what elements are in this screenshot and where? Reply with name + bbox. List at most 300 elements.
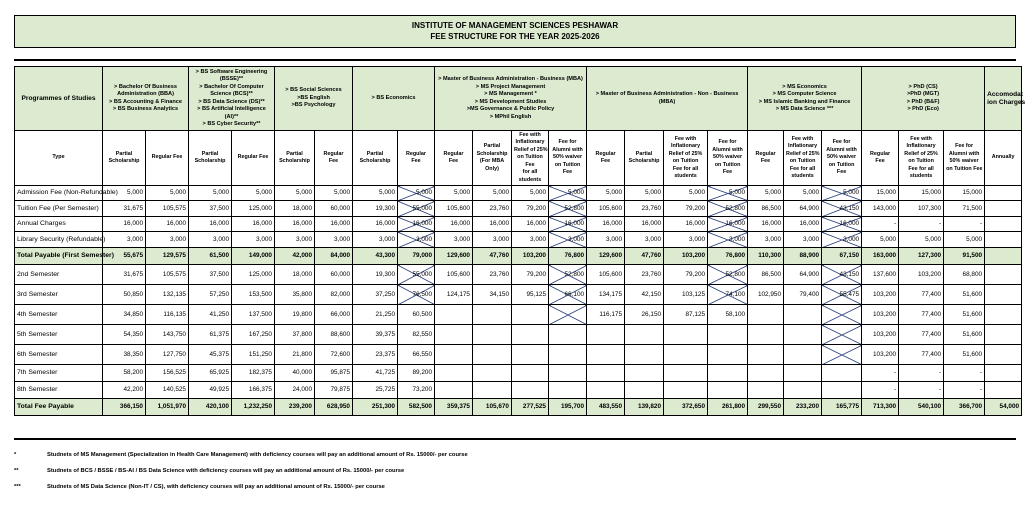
fee-cell: 37,800 [275, 325, 315, 345]
fee-year-title: FEE STRUCTURE FOR THE YEAR 2025-2026 [430, 32, 600, 41]
fee-cell: 82,000 [315, 285, 353, 305]
cell-line: Fee with [791, 135, 814, 142]
fee-cell: 16,000 [512, 217, 549, 232]
fee-cell: 16,000 [146, 217, 189, 232]
fee-cell [708, 345, 748, 365]
fee-cell: 103,200 [512, 248, 549, 265]
cell-line: Fee for [832, 139, 851, 146]
fee-cell: 89,200 [398, 365, 435, 382]
fee-cell [549, 382, 587, 399]
fee-cell [435, 382, 473, 399]
fee-cell: 105,600 [587, 201, 625, 217]
fee-type-header [146, 131, 189, 186]
cell-line: Annually [991, 154, 1015, 161]
fee-cell: 132,135 [146, 285, 189, 305]
fee-cell [708, 365, 748, 382]
cell-line: Partial [635, 150, 653, 157]
cell-line: Scholarship [359, 158, 391, 164]
fee-cell: 60,500 [398, 305, 435, 325]
fee-cell: 366,700 [944, 399, 985, 416]
cell-line: > BS Social Sciences [285, 87, 342, 94]
fee-cell: 37,500 [189, 265, 232, 285]
fee-cell [512, 382, 549, 399]
fee-cell: 140,525 [146, 382, 189, 399]
fee-cell: 50,850 [103, 285, 146, 305]
cell-line: Fee [722, 169, 733, 176]
fee-type-header [353, 131, 398, 186]
cell-line: > PhD (Eco) [907, 106, 939, 112]
fee-cell: 277,525 [512, 399, 549, 416]
fee-cell: 21,250 [353, 305, 398, 325]
fee-cell: 67,150 [822, 248, 862, 265]
cell-line: > MS Development Studies [474, 98, 547, 105]
fee-cell: 103,200 [862, 345, 899, 365]
fee-cell: 3,000 [232, 232, 275, 248]
fee-cell: 72,600 [315, 345, 353, 365]
fee-cell: 76,800 [708, 248, 748, 265]
table-row [15, 399, 1022, 416]
fee-cell: 79,875 [315, 382, 353, 399]
table-row [15, 285, 1022, 305]
fee-type-header [784, 131, 822, 186]
fee-cell: 129,600 [587, 248, 625, 265]
fee-cell [512, 305, 549, 325]
cell-line: Partial [286, 150, 303, 157]
cell-line: Scholarship [476, 150, 508, 157]
cell-line: > Bachelor Of Business [114, 83, 177, 90]
fee-cell: 483,550 [587, 399, 625, 416]
fee-cell [748, 305, 784, 325]
fee-cell: 5,000 [353, 186, 398, 201]
fee-cell: 23,760 [473, 201, 512, 217]
cell-line: Fee [760, 158, 771, 164]
fee-cell: 95,875 [315, 365, 353, 382]
fee-cell: 15,000 [944, 186, 985, 201]
fee-type-header [944, 131, 985, 186]
cell-line: 50% waiver [713, 154, 743, 161]
fee-cell [473, 345, 512, 365]
fee-cell: 42,200 [103, 382, 146, 399]
fee-cell [664, 382, 708, 399]
fee-cell [784, 325, 822, 345]
cell-line: > Master of Business Administration - Business (MBA) [438, 76, 583, 82]
fee-cell: 19,300 [353, 265, 398, 285]
fee-cell: 5,000 [146, 186, 189, 201]
row-label: 4th Semester [15, 305, 103, 325]
fee-cell: 16,000 [353, 217, 398, 232]
row-label: 6th Semester [15, 345, 103, 365]
fee-cell: 5,000 [232, 186, 275, 201]
fee-cell: 139,820 [625, 399, 664, 416]
fee-cell: 3,000 [784, 232, 822, 248]
fee-cell: 103,125 [664, 285, 708, 305]
fee-type-header [275, 131, 315, 186]
fee-cell: 5,000 [275, 186, 315, 201]
fee-cell: 16,000 [275, 217, 315, 232]
cell-line: Relief of 25% [786, 150, 820, 157]
cell-line: (MBA) [658, 98, 676, 105]
fee-cell: 34,150 [473, 285, 512, 305]
cell-line: Alumni with [552, 146, 583, 153]
fee-cell [587, 365, 625, 382]
cell-line: (AI)** [224, 113, 239, 120]
fee-cell: 82,550 [398, 325, 435, 345]
fee-cell: 51,600 [944, 285, 985, 305]
cell-line: for all [522, 169, 538, 176]
cell-line: Relief of 25% [514, 146, 548, 153]
fee-cell: 23,760 [625, 201, 664, 217]
fee-cell [784, 382, 822, 399]
fee-cell: 540,100 [899, 399, 944, 416]
cell-line: > PhD (B&F) [906, 98, 940, 105]
fee-cell: 51,600 [944, 345, 985, 365]
fee-cell [435, 365, 473, 382]
fee-cell: 3,000 [473, 232, 512, 248]
cell-line: Administration (BBA) [117, 91, 174, 97]
fee-cell [664, 345, 708, 365]
fee-cell: 42,000 [275, 248, 315, 265]
fee-cell: 3,000 [664, 232, 708, 248]
cell-line: > MS Data Science *** [775, 106, 834, 112]
fee-cell: 52,800 [708, 265, 748, 285]
fee-cell [473, 325, 512, 345]
fee-cell: 23,375 [353, 345, 398, 365]
fee-cell: 43,150 [822, 201, 862, 217]
cell-line: Fee for [558, 139, 577, 146]
fee-cell: 5,000 [748, 186, 784, 201]
fee-cell [587, 325, 625, 345]
fee-cell: 21,800 [275, 345, 315, 365]
institute-title: INSTITUTE OF MANAGEMENT SCIENCES PESHAWAR [411, 21, 619, 30]
fee-cell: 3,000 [822, 232, 862, 248]
fee-cell: 5,000 [625, 186, 664, 201]
fee-cell: 105,575 [146, 265, 189, 285]
fee-cell: 87,125 [664, 305, 708, 325]
fee-cell: 103,200 [862, 285, 899, 305]
fee-cell: 125,000 [232, 265, 275, 285]
fee-cell: 79,200 [664, 201, 708, 217]
programme-group-header [985, 67, 1026, 131]
fee-cell: 52,800 [549, 265, 587, 285]
fee-type-header [664, 131, 708, 186]
cell-line: Regular [870, 150, 891, 157]
fee-cell: 51,600 [944, 325, 985, 345]
fee-cell [625, 325, 664, 345]
fee-cell: 79,200 [512, 265, 549, 285]
cell-line: Fee [411, 158, 421, 164]
table-row [15, 345, 1022, 365]
fee-cell: 43,150 [822, 265, 862, 285]
fee-cell: 16,000 [232, 217, 275, 232]
cell-line: Fee for all [672, 165, 699, 172]
fee-cell: - [944, 365, 985, 382]
cell-line: on Tuition [828, 161, 855, 168]
fee-cell: 37,250 [353, 285, 398, 305]
cell-line: Fee [875, 158, 885, 164]
fee-cell: 151,250 [232, 345, 275, 365]
fee-type-header [985, 131, 1022, 186]
cell-line: (BSSE)** [219, 76, 244, 82]
fee-cell: 105,670 [473, 399, 512, 416]
fee-cell: 88,600 [315, 325, 353, 345]
cell-line: >MS Governance & Public Policy [466, 106, 555, 112]
cell-line: >BS English [297, 94, 330, 101]
cell-line: Fee with [519, 131, 541, 138]
cell-line: on Tuition [517, 154, 543, 161]
fee-cell [985, 217, 1022, 232]
fee-cell: 105,600 [435, 201, 473, 217]
fee-cell: 107,300 [899, 201, 944, 217]
cell-line: (For MBA [479, 158, 505, 164]
fee-cell: 16,000 [103, 217, 146, 232]
programme-group-header [275, 67, 353, 131]
fee-cell [435, 345, 473, 365]
fee-cell: 34,850 [103, 305, 146, 325]
row-label: 5th Semester [15, 325, 103, 345]
fee-cell: 5,000 [862, 232, 899, 248]
fee-cell: 52,800 [549, 201, 587, 217]
fee-cell: 116,135 [146, 305, 189, 325]
fee-cell [549, 365, 587, 382]
row-label: 7th Semester [15, 365, 103, 382]
fee-cell: 129,600 [435, 248, 473, 265]
cell-line: students [674, 173, 697, 179]
cell-line: > BS Accounting & Finance [109, 98, 182, 105]
fee-cell: - [862, 382, 899, 399]
fee-cell: 628,950 [315, 399, 353, 416]
fee-cell: - [944, 217, 985, 232]
fee-cell: 105,600 [587, 265, 625, 285]
cell-line: Fee [600, 158, 611, 164]
fee-cell: 40,000 [275, 365, 315, 382]
cell-line: > MS Economics [782, 83, 827, 90]
cell-line: Scholarship [628, 158, 660, 164]
fee-type-header [435, 131, 473, 186]
fee-cell: 5,000 [473, 186, 512, 201]
cell-line: Inflationary [671, 143, 701, 149]
fee-cell: 3,000 [625, 232, 664, 248]
fee-cell: 42,150 [625, 285, 664, 305]
fee-cell: 1,051,970 [146, 399, 189, 416]
fee-cell: 3,000 [103, 232, 146, 248]
cell-line: Alumni with [948, 150, 980, 157]
fee-type-header [232, 131, 275, 186]
fee-cell: 124,175 [435, 285, 473, 305]
fee-cell [512, 345, 549, 365]
fee-cell: 57,250 [189, 285, 232, 305]
table-row [15, 201, 1022, 217]
fee-cell: 64,900 [784, 201, 822, 217]
type-label: Type [15, 131, 103, 186]
row-label: 8th Semester [15, 382, 103, 399]
programme-group-header [189, 67, 275, 131]
fee-cell [587, 345, 625, 365]
footnote-marker: ** [14, 468, 19, 474]
fee-cell [985, 365, 1022, 382]
fee-type-header [398, 131, 435, 186]
fee-cell: 103,200 [862, 325, 899, 345]
fee-cell: 65,925 [189, 365, 232, 382]
cell-line: >PhD (MGT) [907, 91, 940, 97]
cell-line: Scholarship [194, 158, 226, 164]
footnote-marker: * [14, 452, 17, 458]
row-label: Annual Charges [15, 217, 103, 232]
cell-line: Scholarship [108, 158, 140, 164]
fee-cell [784, 365, 822, 382]
fee-cell: 166,375 [232, 382, 275, 399]
fee-cell: 95,125 [512, 285, 549, 305]
fee-cell: 16,000 [315, 217, 353, 232]
fee-cell [985, 305, 1022, 325]
fee-cell: 163,000 [862, 248, 899, 265]
fee-cell: 66,000 [315, 305, 353, 325]
fee-type-header [748, 131, 784, 186]
fee-cell: 19,800 [275, 305, 315, 325]
fee-type-header [625, 131, 664, 186]
row-label: Tuition Fee (Per Semester) [15, 201, 103, 217]
fee-cell: 420,100 [189, 399, 232, 416]
cell-line: > MS Management * [484, 91, 537, 97]
fee-cell: 16,000 [473, 217, 512, 232]
table-row [15, 325, 1022, 345]
fee-cell: 5,000 [784, 186, 822, 201]
fee-cell: 5,000 [512, 186, 549, 201]
fee-type-header [189, 131, 232, 186]
fee-cell [822, 345, 862, 365]
fee-cell: 88,900 [784, 248, 822, 265]
fee-cell: 372,650 [664, 399, 708, 416]
cell-line: Only) [485, 165, 499, 172]
fee-cell: 5,000 [398, 186, 435, 201]
fee-cell [708, 325, 748, 345]
programme-group-header [435, 67, 587, 131]
fee-cell [784, 345, 822, 365]
fee-cell [549, 345, 587, 365]
cell-line: Alumni with [712, 146, 743, 153]
fee-cell: 3,000 [435, 232, 473, 248]
fee-cell: 153,500 [232, 285, 275, 305]
cell-line: Science (BCS)** [210, 91, 253, 97]
fee-cell: 16,000 [822, 217, 862, 232]
fee-structure-table [14, 66, 1026, 416]
fee-cell: 68,800 [944, 265, 985, 285]
fee-cell: 195,700 [549, 399, 587, 416]
cell-line: 50% waiver [827, 154, 857, 161]
fee-cell: 3,000 [512, 232, 549, 248]
fee-cell [625, 345, 664, 365]
fee-cell: 1,232,250 [232, 399, 275, 416]
fee-cell: 23,760 [473, 265, 512, 285]
fee-cell: - [944, 382, 985, 399]
cell-line: Alumni with [826, 146, 857, 153]
fee-cell: 58,200 [103, 365, 146, 382]
fee-cell [587, 382, 625, 399]
cell-line: Fee [562, 169, 573, 176]
row-label: 2nd Semester [15, 265, 103, 285]
fee-cell: 77,400 [899, 305, 944, 325]
fee-cell: 60,000 [315, 201, 353, 217]
cell-line: Fee for [718, 139, 737, 146]
footnote-text: Studnets of MS Data Science (Non-IT / CS), with deficiency courses will pay an additional amount of Rs. 15000/- per course [47, 484, 385, 490]
fee-cell [985, 232, 1022, 248]
fee-cell: 5,000 [587, 186, 625, 201]
fee-cell: 165,775 [822, 399, 862, 416]
fee-cell [435, 325, 473, 345]
fee-cell [549, 325, 587, 345]
cell-line: Fee [836, 169, 847, 176]
fee-cell: 38,350 [103, 345, 146, 365]
fee-cell: 60,000 [315, 265, 353, 285]
fee-cell: 61,375 [189, 325, 232, 345]
cell-line: Relief of 25% [668, 150, 703, 157]
fee-cell: 61,500 [189, 248, 232, 265]
fee-cell: 143,000 [862, 201, 899, 217]
fee-cell: 79,200 [664, 265, 708, 285]
fee-cell: 149,000 [232, 248, 275, 265]
fee-cell: 156,525 [146, 365, 189, 382]
fee-cell: 5,000 [189, 186, 232, 201]
fee-cell: - [899, 365, 944, 382]
programmes-header-row [15, 67, 1022, 131]
cell-line: on Tuition [672, 158, 699, 164]
cell-line: > Bachelor Of Computer [199, 83, 264, 90]
fee-cell: 143,750 [146, 325, 189, 345]
fee-cell [473, 365, 512, 382]
cell-line: Inflationary [906, 143, 936, 149]
fee-cell: 18,000 [275, 201, 315, 217]
fee-cell: 58,100 [708, 305, 748, 325]
fee-cell: 129,575 [146, 248, 189, 265]
fee-cell: 18,000 [275, 265, 315, 285]
fee-cell: 76,500 [398, 285, 435, 305]
cell-line: Inflationary [788, 143, 818, 149]
fee-cell: 39,375 [353, 325, 398, 345]
fee-type-header-row [15, 131, 1022, 186]
fee-cell: 5,000 [315, 186, 353, 201]
cell-line: on Tuition [714, 161, 741, 168]
fee-cell: 103,200 [664, 248, 708, 265]
fee-cell [822, 305, 862, 325]
fee-cell [664, 325, 708, 345]
fee-cell: 182,375 [232, 365, 275, 382]
fee-cell: 47,760 [625, 248, 664, 265]
fee-cell: 3,000 [549, 232, 587, 248]
fee-cell: 5,000 [944, 232, 985, 248]
fee-cell: 5,000 [549, 186, 587, 201]
fee-type-header [103, 131, 146, 186]
fee-cell: 55,475 [822, 285, 862, 305]
fee-cell: 5,000 [103, 186, 146, 201]
fee-cell: 359,375 [435, 399, 473, 416]
cell-line: Fee for all [908, 165, 934, 172]
fee-cell: 134,175 [587, 285, 625, 305]
fee-cell [664, 365, 708, 382]
cell-line: Scholarship [279, 158, 310, 164]
cell-line: > BS Data Science (DS)** [198, 98, 265, 105]
fee-cell: 41,725 [353, 365, 398, 382]
cell-line: Regular Fee [151, 154, 183, 161]
cell-line: Accomodat [987, 91, 1023, 98]
cell-line: > BS Business Analytics [112, 106, 179, 112]
fee-cell: 86,500 [748, 265, 784, 285]
cell-line: ion Charges [987, 98, 1026, 106]
fee-cell: 110,300 [748, 248, 784, 265]
fee-cell: 5,000 [435, 186, 473, 201]
cell-line: 50% waiver [552, 154, 583, 161]
fee-cell: 55,000 [398, 201, 435, 217]
fee-cell: 24,000 [275, 382, 315, 399]
fee-cell [512, 325, 549, 345]
